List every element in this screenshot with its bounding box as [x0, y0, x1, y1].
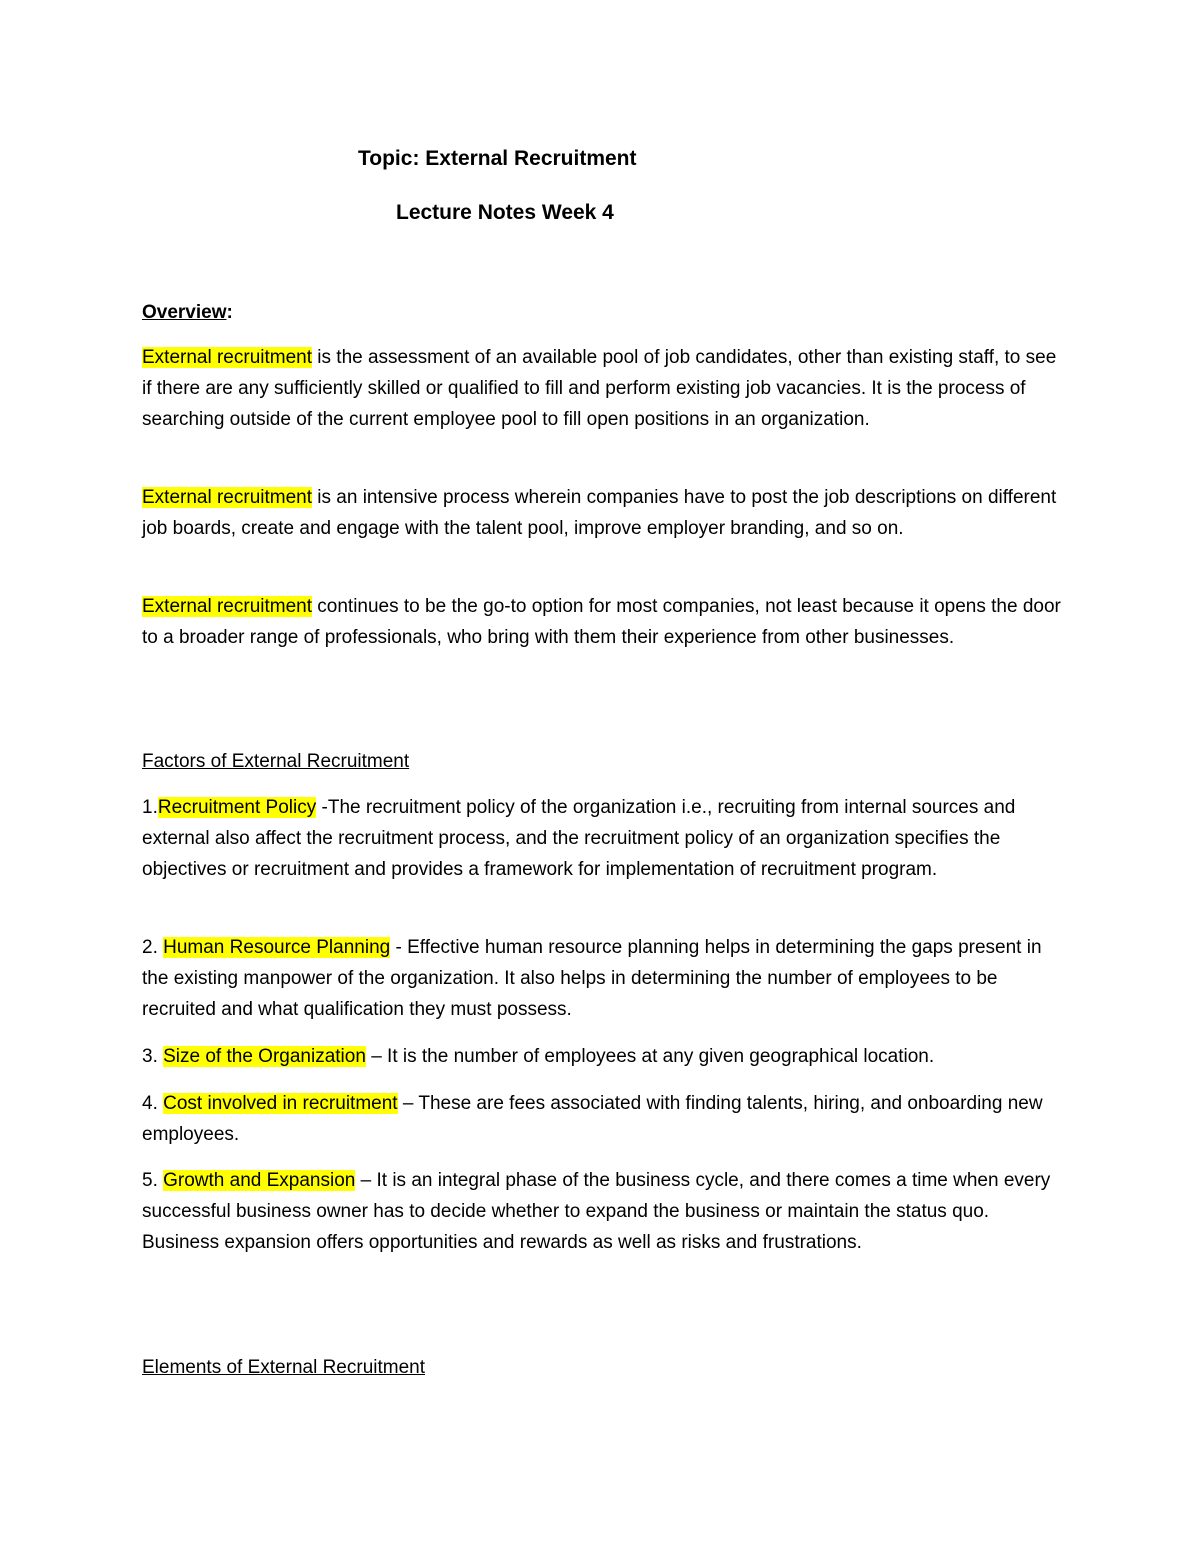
- overview-heading-colon: :: [226, 302, 233, 323]
- factor-text: – It is the number of employees at any given geographical location.: [365, 1046, 935, 1067]
- paragraph-text: is the assessment of an available pool of job candidates, other than existing staff, to see if there are any sufficiently skilled or qualified to fill and perform existing job vacancies. It is the process of searching outside of the current employee pool to fill open positions in an organization.: [142, 347, 1057, 430]
- factor-text: -The recruitment policy of the organization i.e., recruiting from internal sources and external also affect the recruitment process, and the recruitment policy of an organization specifies the objectives or recruitment and provides a framework for implementation of recruitment program.: [142, 797, 1016, 880]
- factor-text: – It is an integral phase of the business cycle, and there comes a time when every successful business owner has to decide whether to expand the business or maintain the status quo. Business expansion offers opportunities and rewards as well as risks and frustrations.: [142, 1170, 1051, 1253]
- factor-item: [142, 1088, 1062, 1150]
- factor-number: 4.: [142, 1093, 164, 1114]
- overview-paragraph: [142, 482, 1062, 544]
- factor-item: [142, 932, 1062, 1025]
- highlighted-term: Human Resource Planning: [163, 937, 391, 958]
- paragraph-text: continues to be the go-to option for most companies, not least because it opens the door to a broader range of professionals, who bring with them their experience from other businesses.: [142, 596, 1061, 648]
- factor-item: [142, 792, 1062, 885]
- highlighted-term: External recruitment: [142, 347, 313, 368]
- factor-number: 1.: [142, 797, 158, 818]
- topic-title: Topic: External Recruitment: [358, 147, 637, 170]
- factor-text: – These are fees associated with finding talents, hiring, and onboarding new employees.: [142, 1093, 1043, 1145]
- overview-paragraph: [142, 591, 1062, 653]
- overview-heading: [142, 297, 233, 328]
- elements-heading: Elements of External Recruitment: [142, 1357, 426, 1378]
- highlighted-term: External recruitment: [142, 487, 313, 508]
- factors-heading: Factors of External Recruitment: [142, 751, 410, 772]
- factor-number: 5.: [142, 1170, 164, 1191]
- factor-number: 2.: [142, 937, 164, 958]
- highlighted-term: Cost involved in recruitment: [163, 1093, 398, 1114]
- highlighted-term: Size of the Organization: [163, 1046, 366, 1067]
- highlighted-term: Growth and Expansion: [163, 1170, 356, 1191]
- factor-item: [142, 1041, 1062, 1072]
- paragraph-text: is an intensive process wherein companies have to post the job descriptions on different job boards, create and engage with the talent pool, improve employer branding, and so on.: [142, 487, 1057, 539]
- overview-heading-label: Overview: [142, 302, 227, 323]
- highlighted-term: Recruitment Policy: [157, 797, 317, 818]
- lecture-subtitle: Lecture Notes Week 4: [396, 201, 614, 224]
- factor-item: [142, 1165, 1062, 1258]
- factor-number: 3.: [142, 1046, 164, 1067]
- highlighted-term: External recruitment: [142, 596, 313, 617]
- overview-paragraph: [142, 342, 1062, 435]
- factor-text: - Effective human resource planning helps in determining the gaps present in the existing manpower of the organization. It also helps in determining the number of employees to be recruited and what qualification they must possess.: [142, 937, 1042, 1020]
